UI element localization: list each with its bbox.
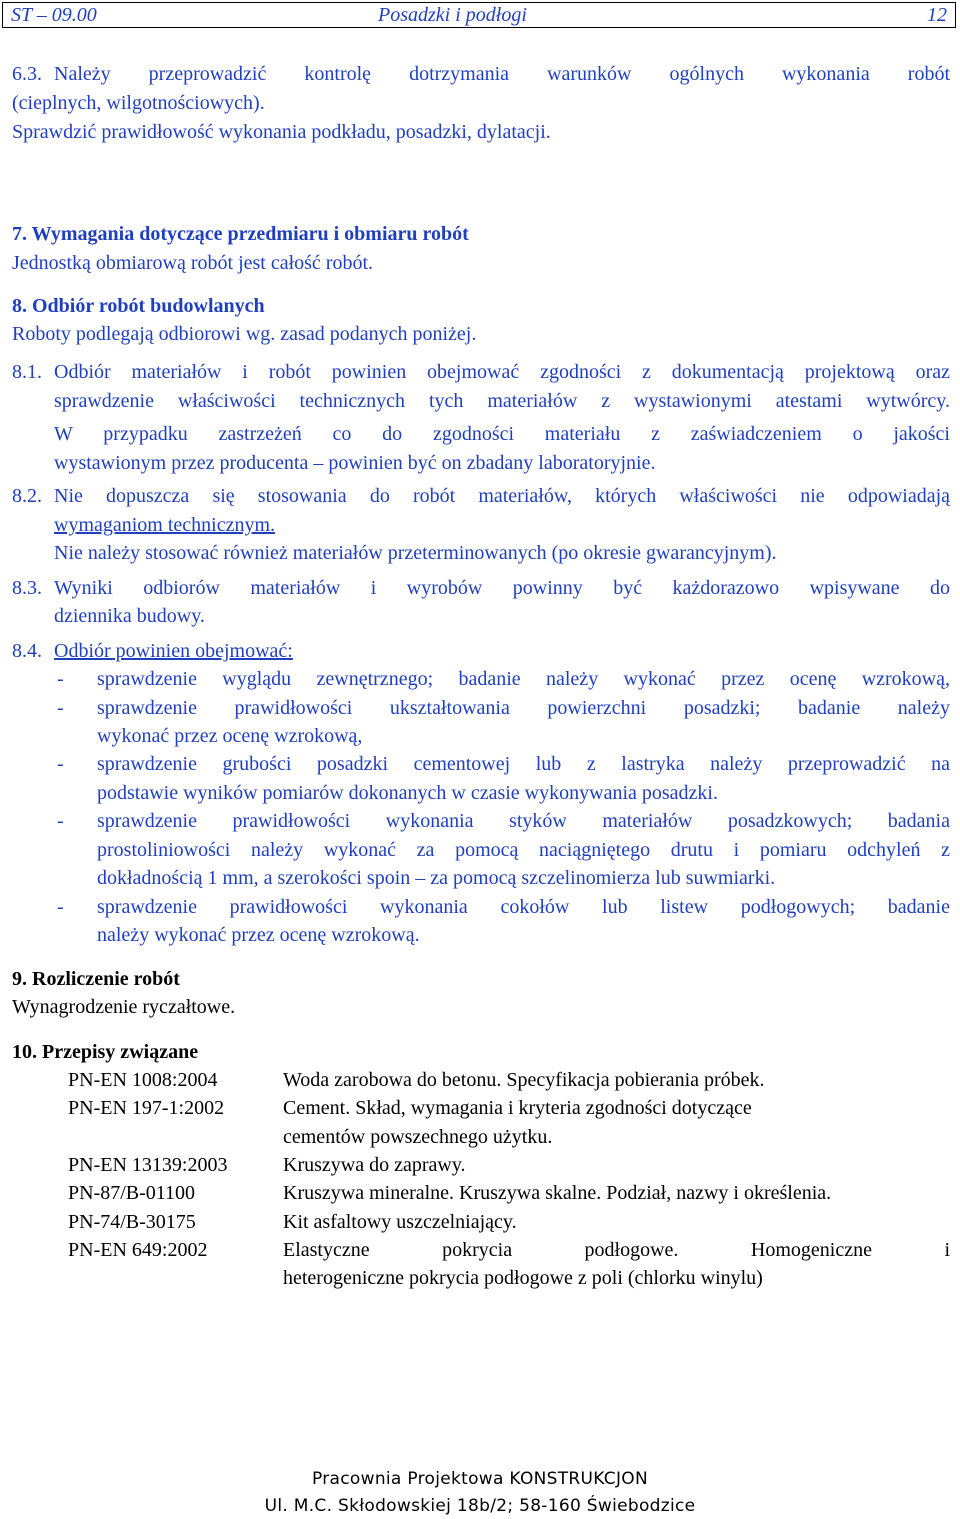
standard-description: Kruszywa do zaprawy. xyxy=(283,1154,466,1176)
section-8-2-line-3: Nie należy stosować również materiałów przeterminowanych (po okresie gwarancyjnym). xyxy=(54,542,777,564)
standard-code: PN-EN 13139:2003 xyxy=(68,1154,228,1176)
standard-description-cont: heterogeniczne pokrycia podłogowe z poli (chlorku winylu) xyxy=(283,1267,763,1289)
standard-code: PN-87/B-01100 xyxy=(68,1182,196,1204)
standard-code: PN-EN 649:2002 xyxy=(68,1239,208,1261)
standard-code: PN-74/B-30175 xyxy=(68,1211,196,1233)
footer-company: Pracownia Projektowa KONSTRUKCJON xyxy=(312,1469,648,1489)
list-bullet: - xyxy=(57,753,64,775)
section-8-3-line-2: dziennika budowy. xyxy=(54,605,205,627)
inspection-item-4-line-1: sprawdzenie prawidłowości wykonania styków materiałów posadzkowych; badania xyxy=(97,810,950,832)
inspection-item-2-line-2: wykonać przez ocenę wzrokową, xyxy=(97,725,363,747)
section-8-2-line-1: Nie dopuszcza się stosowania do robót materiałów, których właściwości nie odpowiadają xyxy=(54,485,950,507)
section-8-1-line-1: Odbiór materiałów i robót powinien obejmować zgodności z dokumentacją projektową oraz xyxy=(54,361,950,383)
inspection-item-3-line-2: podstawie wyników pomiarów dokonanych w czasie wykonywania posadzki. xyxy=(97,782,718,804)
section-8-4-heading: Odbiór powinien obejmować: xyxy=(54,640,293,662)
section-9-heading: 9. Rozliczenie robót xyxy=(12,968,180,990)
inspection-item-3-line-1: sprawdzenie grubości posadzki cementowej lub z lastryka należy przeprowadzić na xyxy=(97,753,950,775)
list-bullet: - xyxy=(57,896,64,918)
inspection-item-5-line-1: sprawdzenie prawidłowości wykonania cokołów lub listew podłogowych; badanie xyxy=(97,896,950,918)
section-6-3-number: 6.3. xyxy=(12,63,42,85)
standard-code: PN-EN 197-1:2002 xyxy=(68,1097,225,1119)
section-9-text: Wynagrodzenie ryczałtowe. xyxy=(12,996,236,1018)
inspection-item-2-line-1: sprawdzenie prawidłowości ukształtowania powierzchni posadzki; badanie należy xyxy=(97,697,950,719)
inspection-item-5-line-2: należy wykonać przez ocenę wzrokową. xyxy=(97,924,420,946)
page-header xyxy=(2,2,956,28)
standard-description: Woda zarobowa do betonu. Specyfikacja pobierania próbek. xyxy=(283,1069,765,1091)
standard-description: Elastyczne pokrycia podłogowe. Homogeniczne i xyxy=(283,1239,950,1261)
section-8-2-number: 8.2. xyxy=(12,485,42,507)
section-8-3-number: 8.3. xyxy=(12,577,42,599)
page-number: 12 xyxy=(927,4,947,26)
list-bullet: - xyxy=(57,697,64,719)
document-title: Posadzki i podłogi xyxy=(378,4,527,26)
section-8-1-line-2: sprawdzenie właściwości technicznych tych materiałów z wystawionymi atestami wytwórcy. xyxy=(54,390,950,412)
standard-description: Kit asfaltowy uszczelniający. xyxy=(283,1211,517,1233)
spec-code: ST – 09.00 xyxy=(11,4,97,26)
section-8-4-number: 8.4. xyxy=(12,640,42,662)
list-bullet: - xyxy=(57,668,64,690)
footer-address: Ul. M.C. Skłodowskiej 18b/2; 58-160 Świebodzice xyxy=(264,1496,696,1516)
section-7-heading: 7. Wymagania dotyczące przedmiaru i obmiaru robót xyxy=(12,223,469,245)
inspection-item-4-line-2: prostoliniowości należy wykonać za pomocą naciągniętego drutu i pomiaru odchyleń z xyxy=(97,839,950,861)
standard-code: PN-EN 1008:2004 xyxy=(68,1069,218,1091)
standard-description: Kruszywa mineralne. Kruszywa skalne. Podział, nazwy i określenia. xyxy=(283,1182,832,1204)
section-8-2-line-2: wymaganiom technicznym. xyxy=(54,514,276,536)
section-8-1-line-3: W przypadku zastrzeżeń co do zgodności materiału z zaświadczeniem o jakości xyxy=(54,423,950,445)
section-8-heading: 8. Odbiór robót budowlanych xyxy=(12,295,265,317)
section-8-1-number: 8.1. xyxy=(12,361,42,383)
inspection-item-4-line-3: dokładnością 1 mm, a szerokości spoin – za pomocą szczelinomierza lub suwmiarki. xyxy=(97,867,776,889)
section-6-3-line-1: Należy przeprowadzić kontrolę dotrzymania warunków ogólnych wykonania robót xyxy=(54,63,950,85)
section-6-3-line-2: (cieplnych, wilgotnościowych). xyxy=(12,92,265,114)
standard-description-cont: cementów powszechnego użytku. xyxy=(283,1126,553,1148)
list-bullet: - xyxy=(57,810,64,832)
section-7-text: Jednostką obmiarową robót jest całość robót. xyxy=(12,252,374,274)
standard-description: Cement. Skład, wymagania i kryteria zgodności dotyczące xyxy=(283,1097,752,1119)
inspection-item-1-line-1: sprawdzenie wyglądu zewnętrznego; badanie należy wykonać przez ocenę wzrokową, xyxy=(97,668,950,690)
section-8-text: Roboty podlegają odbiorowi wg. zasad podanych poniżej. xyxy=(12,323,477,345)
section-8-3-line-1: Wyniki odbiorów materiałów i wyrobów powinny być każdorazowo wpisywane do xyxy=(54,577,950,599)
section-8-1-line-4: wystawionym przez producenta – powinien być on zbadany laboratoryjnie. xyxy=(54,452,656,474)
section-6-3-line-3: Sprawdzić prawidłowość wykonania podkładu, posadzki, dylatacji. xyxy=(12,121,551,143)
section-10-heading: 10. Przepisy związane xyxy=(12,1041,199,1063)
